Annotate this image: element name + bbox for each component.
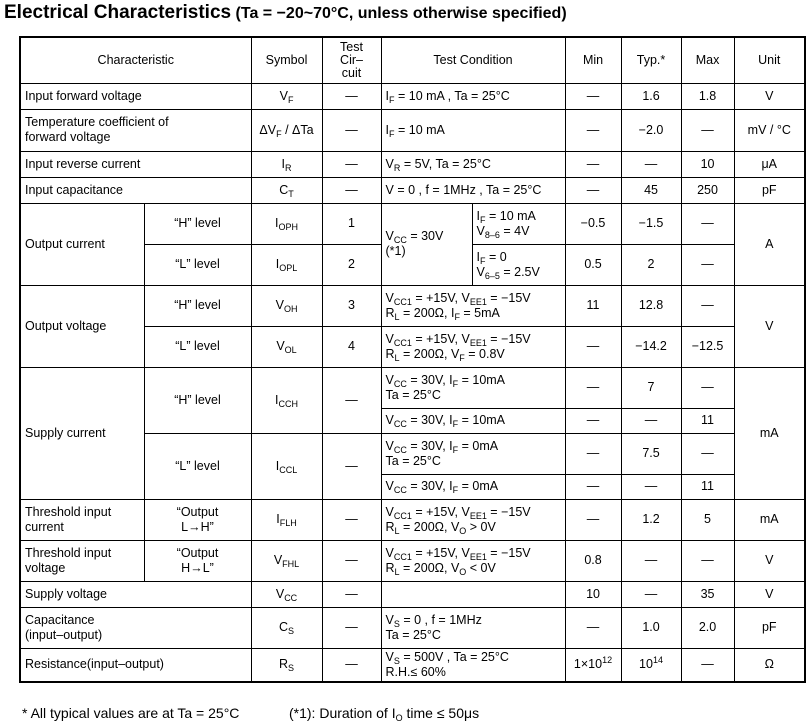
row-circuit: — <box>322 648 381 682</box>
row-min: −0.5 <box>565 203 621 244</box>
row-circuit: — <box>322 151 381 177</box>
row-circuit: — <box>322 540 381 581</box>
row-condition: $V_{CC1} = +15V$, $V_{EE1} = -15V$ $R_L = 200\Omega$, $V_F = 0.8V$ <box>381 326 565 367</box>
row-name: Capacitance (input–output) <box>20 607 251 648</box>
row-condition <box>381 581 565 607</box>
row-condition: $V_{CC1} = +15V$, $V_{EE1} = -15V$ $R_L = 200\Omega$, $I_F = 5mA$ <box>381 285 565 326</box>
row-unit: V <box>734 285 805 367</box>
table-row <box>20 367 805 408</box>
row-circuit: — <box>322 367 381 433</box>
row-symbol: $C_T$ <box>251 177 322 203</box>
row-max: 250 <box>681 177 734 203</box>
row-unit: V <box>734 540 805 581</box>
row-min: — <box>565 367 621 408</box>
row-unit: A <box>734 203 805 285</box>
row-circuit: — <box>322 177 381 203</box>
row-max: 11 <box>681 408 734 433</box>
row-symbol: $V_{FHL}$ <box>251 540 322 581</box>
row-typ: — <box>621 474 681 499</box>
row-unit: V <box>734 83 805 109</box>
row-condition: $I_F = 0$ $V_{6-5} = 2.5V$ <box>472 244 565 285</box>
row-typ: — <box>621 540 681 581</box>
row-symbol: $V_F$ <box>251 83 322 109</box>
row-condition: $I_F = 10$ mA , Ta = 25°C <box>381 83 565 109</box>
row-typ: 2 <box>621 244 681 285</box>
row-unit: mV / °C <box>734 109 805 151</box>
row-circuit: 3 <box>322 285 381 326</box>
row-condition: V = 0 , f = 1MHz , Ta = 25°C <box>381 177 565 203</box>
row-name: Temperature coefficient of forward voltage <box>20 109 251 151</box>
row-name: Input forward voltage <box>20 83 251 109</box>
header-symbol: Symbol <box>251 37 322 83</box>
row-min: — <box>565 607 621 648</box>
row-min: — <box>565 83 621 109</box>
title-main: Electrical Characteristics <box>4 2 232 23</box>
row-condition: $V_{CC} = 30V$, $I_F = 0mA$ Ta = 25°C <box>381 433 565 474</box>
row-typ: $10^{14}$ <box>621 648 681 682</box>
row-min: — <box>565 408 621 433</box>
header-test-circuit-2: Cir– <box>340 52 363 67</box>
row-level: “Output H→L” <box>144 540 251 581</box>
table-row <box>20 83 805 109</box>
header-row <box>20 37 805 83</box>
row-typ: — <box>621 151 681 177</box>
table-row <box>20 581 805 607</box>
row-symbol: $I_{CCL}$ <box>251 433 322 499</box>
row-level: “H” level <box>144 285 251 326</box>
row-level: “L” level <box>144 244 251 285</box>
row-min: 0.5 <box>565 244 621 285</box>
header-characteristic: Characteristic <box>20 37 251 83</box>
row-min: $1\times 10^{12}$ <box>565 648 621 682</box>
row-condition: $V_{CC1} = +15V$, $V_{EE1} = -15V$ $R_L = 200\Omega$, $V_O > 0V$ <box>381 499 565 540</box>
header-test-circuit-3: cuit <box>341 65 362 80</box>
row-circuit: 4 <box>322 326 381 367</box>
row-symbol: $I_R$ <box>251 151 322 177</box>
row-level: “L” level <box>144 433 251 499</box>
row-name: Supply voltage <box>20 581 251 607</box>
table-row <box>20 285 805 326</box>
row-typ: 7.5 <box>621 433 681 474</box>
row-typ: −14.2 <box>621 326 681 367</box>
row-condition: $V_S = 0$ , f = 1MHz Ta = 25°C <box>381 607 565 648</box>
row-level: “H” level <box>144 203 251 244</box>
electrical-characteristics-table <box>19 36 806 683</box>
row-max: 10 <box>681 151 734 177</box>
row-unit: Ω <box>734 648 805 682</box>
row-symbol: $R_S$ <box>251 648 322 682</box>
row-typ: — <box>621 581 681 607</box>
row-max: 11 <box>681 474 734 499</box>
row-symbol: $V_{CC}$ <box>251 581 322 607</box>
row-symbol: $I_{CCH}$ <box>251 367 322 433</box>
row-condition: $V_{CC} = 30V$, $I_F = 0mA$ <box>381 474 565 499</box>
row-name: Resistance(input–output) <box>20 648 251 682</box>
row-name: Supply current <box>20 367 144 499</box>
row-max: — <box>681 648 734 682</box>
row-symbol: $I_{OPH}$ <box>251 203 322 244</box>
table-row <box>20 540 805 581</box>
row-unit: mA <box>734 367 805 499</box>
row-condition: $I_F = 10$ mA $V_{8-6} = 4V$ <box>472 203 565 244</box>
row-min: — <box>565 177 621 203</box>
row-condition: $V_S = 500V$ , Ta = 25°C R.H.≤ 60% <box>381 648 565 682</box>
row-symbol: $C_S$ <box>251 607 322 648</box>
row-min: 11 <box>565 285 621 326</box>
row-max: — <box>681 540 734 581</box>
row-max: — <box>681 109 734 151</box>
row-max: — <box>681 285 734 326</box>
header-unit: Unit <box>734 37 805 83</box>
header-test-circuit <box>322 37 381 83</box>
row-symbol: $I_{OPL}$ <box>251 244 322 285</box>
row-circuit: — <box>322 83 381 109</box>
row-unit: mA <box>734 499 805 540</box>
footnote-1: (*1): Duration of $I_O$ time ≤ 50μs <box>289 705 480 723</box>
row-typ: — <box>621 408 681 433</box>
row-max: — <box>681 367 734 408</box>
row-min: 10 <box>565 581 621 607</box>
row-symbol: $V_{OH}$ <box>251 285 322 326</box>
row-condition: $V_{CC} = 30V$, $I_F = 10mA$ Ta = 25°C <box>381 367 565 408</box>
table-row <box>20 607 805 648</box>
row-name: Input capacitance <box>20 177 251 203</box>
row-name: Output voltage <box>20 285 144 367</box>
row-condition: $V_R = 5V$, Ta = 25°C <box>381 151 565 177</box>
row-min: — <box>565 326 621 367</box>
row-name: Input reverse current <box>20 151 251 177</box>
row-max: 35 <box>681 581 734 607</box>
row-max: — <box>681 203 734 244</box>
row-typ: 45 <box>621 177 681 203</box>
row-condition-common: $V_{CC} = 30V$ (*1) <box>381 203 472 285</box>
row-typ: 1.0 <box>621 607 681 648</box>
row-unit: V <box>734 581 805 607</box>
row-symbol: $\Delta V_F$ / ΔTa <box>251 109 322 151</box>
row-min: — <box>565 151 621 177</box>
row-unit: pF <box>734 607 805 648</box>
row-min: 0.8 <box>565 540 621 581</box>
table-row <box>20 499 805 540</box>
header-max: Max <box>681 37 734 83</box>
row-circuit: 2 <box>322 244 381 285</box>
row-typ: 1.6 <box>621 83 681 109</box>
row-circuit: — <box>322 581 381 607</box>
table-row <box>20 109 805 151</box>
row-typ: −2.0 <box>621 109 681 151</box>
table-row <box>20 151 805 177</box>
row-max: −12.5 <box>681 326 734 367</box>
row-level: “Output L→H” <box>144 499 251 540</box>
row-condition: $V_{CC} = 30V$, $I_F = 10mA$ <box>381 408 565 433</box>
row-circuit: — <box>322 433 381 499</box>
table-row <box>20 203 805 244</box>
row-condition: $V_{CC1} = +15V$, $V_{EE1} = -15V$ $R_L = 200\Omega$, $V_O < 0V$ <box>381 540 565 581</box>
footnote-typical: * All typical values are at Ta = 25°C <box>22 705 240 721</box>
row-max: 1.8 <box>681 83 734 109</box>
row-name: Output current <box>20 203 144 285</box>
row-circuit: — <box>322 499 381 540</box>
row-circuit: 1 <box>322 203 381 244</box>
row-level: “H” level <box>144 367 251 433</box>
header-min: Min <box>565 37 621 83</box>
page-title <box>4 2 567 24</box>
row-max: 2.0 <box>681 607 734 648</box>
row-min: — <box>565 474 621 499</box>
row-unit: μA <box>734 151 805 177</box>
table-row <box>20 648 805 682</box>
row-min: — <box>565 109 621 151</box>
header-test-circuit-1: Test <box>340 39 363 54</box>
row-max: 5 <box>681 499 734 540</box>
row-name: Threshold input voltage <box>20 540 144 581</box>
row-typ: 1.2 <box>621 499 681 540</box>
header-test-condition: Test Condition <box>381 37 565 83</box>
row-circuit: — <box>322 109 381 151</box>
row-min: — <box>565 433 621 474</box>
row-name: Threshold input current <box>20 499 144 540</box>
row-typ: −1.5 <box>621 203 681 244</box>
row-max: — <box>681 433 734 474</box>
row-min: — <box>565 499 621 540</box>
row-level: “L” level <box>144 326 251 367</box>
header-typ: Typ.* <box>621 37 681 83</box>
row-unit: pF <box>734 177 805 203</box>
row-max: — <box>681 244 734 285</box>
row-symbol: $I_{FLH}$ <box>251 499 322 540</box>
row-typ: 12.8 <box>621 285 681 326</box>
row-circuit: — <box>322 607 381 648</box>
row-condition: $I_F = 10$ mA <box>381 109 565 151</box>
title-condition: (Ta = −20~70°C, unless otherwise specified) <box>235 5 567 22</box>
row-symbol: $V_{OL}$ <box>251 326 322 367</box>
table-row <box>20 177 805 203</box>
row-typ: 7 <box>621 367 681 408</box>
